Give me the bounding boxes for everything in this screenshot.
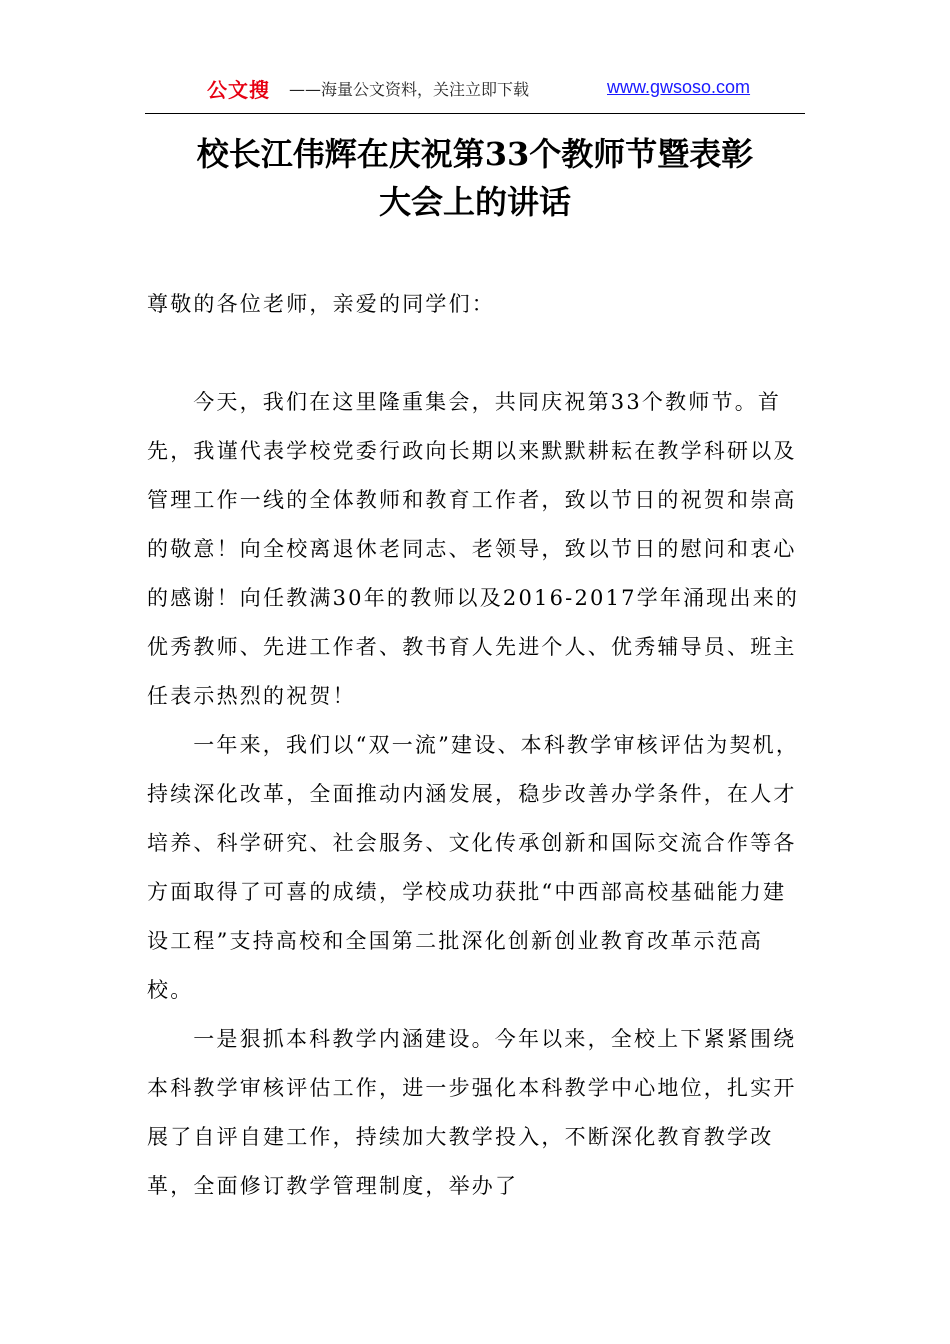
document-body: [147, 280, 807, 1211]
salutation: 尊敬的各位老师，亲爱的同学们：: [147, 292, 495, 316]
paragraph-3: 一是狠抓本科教学内涵建设。今年以来，全校上下紧紧围绕本科教学审核评估工作，进一步强化本科教学中心地位，扎实开展了自评自建工作，持续加大教学投入，不断深化教育教学改革，全面修订教学管理制度，举办了: [147, 1027, 797, 1198]
title-line-2: 大会上的讲话: [378, 183, 571, 221]
title-line-1: 校长江伟辉在庆祝第33个教师节暨表彰: [196, 135, 754, 173]
paragraph-2: 一年来，我们以“双一流”建设、本科教学审核评估为契机，持续深化改革，全面推动内涵发展，稳步改善办学条件，在人才培养、科学研究、社会服务、文化传承创新和国际交流合作等各方面取得了可喜的成绩，学校成功获批“中西部高校基础能力建设工程”支持高校和全国第二批深化创新创业教育改革示范高校。: [147, 733, 800, 1002]
site-link[interactable]: www.gwsoso.com: [607, 77, 751, 97]
brand-logo-text: 公文搜: [207, 78, 270, 102]
paragraph-1: 今天，我们在这里隆重集会，共同庆祝第33个教师节。首先，我谨代表学校党委行政向长期以来默默耕耘在教学科研以及管理工作一线的全体教师和教育工作者，致以节日的祝贺和崇高的敬意！向全校离退休老同志、老领导，致以节日的慰问和衷心的感谢！向任教满30年的教师以及2016-2017学年涌现出来的优秀教师、先进工作者、教书育人先进个人、优秀辅导员、班主任表示热烈的祝贺！: [147, 390, 800, 708]
header-divider: [145, 113, 805, 114]
document-title: [120, 130, 830, 226]
page-header: [145, 68, 805, 108]
header-slogan: ——海量公文资料，关注立即下载: [289, 80, 530, 99]
